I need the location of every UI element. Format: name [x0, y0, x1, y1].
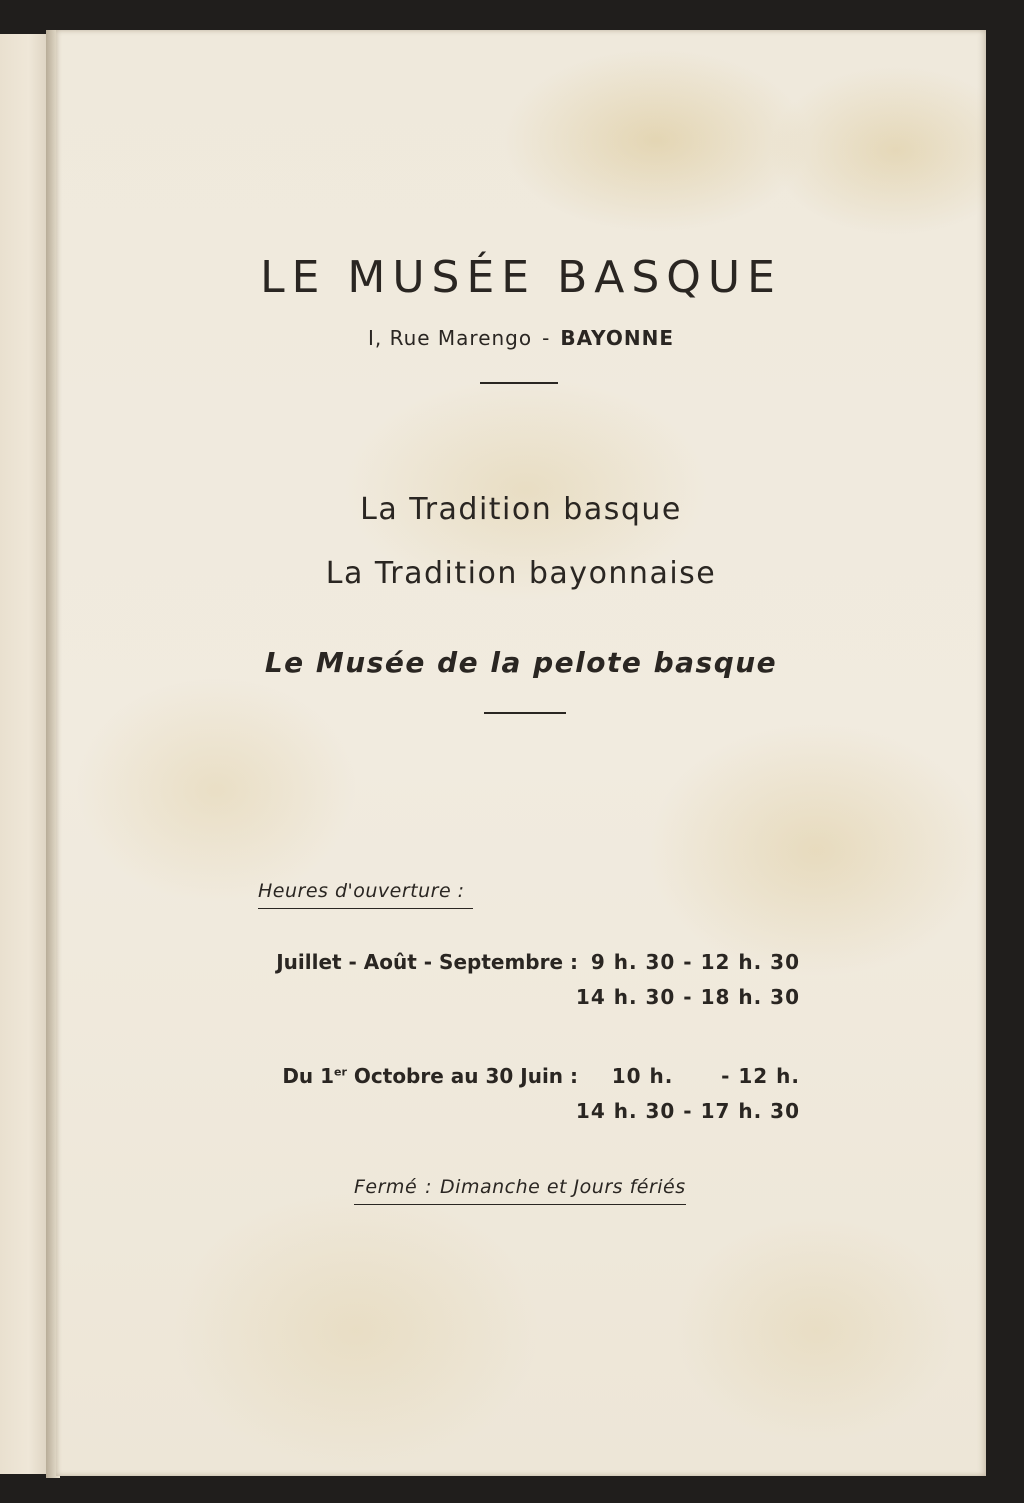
address-separator: - [542, 326, 551, 350]
divider-rule-top [480, 382, 558, 384]
winter-label-prefix: Du 1 [282, 1064, 335, 1088]
closed-separator: : [425, 1176, 433, 1198]
closed-label: Fermé [354, 1176, 418, 1198]
topic-pelote-museum: Le Musée de la pelote basque [264, 646, 778, 679]
winter-label-superscript: er [334, 1065, 347, 1079]
summer-hours-morning: 9 h. 30 - 12 h. 30 [590, 950, 800, 974]
museum-address [56, 326, 986, 350]
document-page [56, 30, 986, 1476]
summer-hours-afternoon: 14 h. 30 - 18 h. 30 [575, 985, 800, 1009]
divider-rule-bottom [484, 712, 566, 714]
museum-title: LE MUSÉE BASQUE [260, 252, 782, 303]
closed-days: Dimanche et Jours fériés [440, 1176, 686, 1198]
winter-label-suffix: Octobre au 30 Juin : [346, 1064, 578, 1088]
winter-hours-morning: 10 h. - 12 h. [611, 1064, 800, 1088]
opening-hours-heading: Heures d'ouverture : [258, 880, 473, 909]
summer-period-label: Juillet - Août - Septembre : [276, 950, 578, 974]
address-street: I, Rue Marengo [367, 326, 533, 350]
closed-days-note [354, 1176, 686, 1205]
address-city: BAYONNE [560, 326, 675, 350]
topic-tradition-bayonnaise: La Tradition bayonnaise [325, 556, 717, 591]
winter-period-label [282, 1064, 578, 1088]
topic-tradition-basque: La Tradition basque [360, 492, 682, 527]
facing-page-edge [0, 34, 52, 1474]
winter-hours-afternoon: 14 h. 30 - 17 h. 30 [575, 1099, 800, 1123]
